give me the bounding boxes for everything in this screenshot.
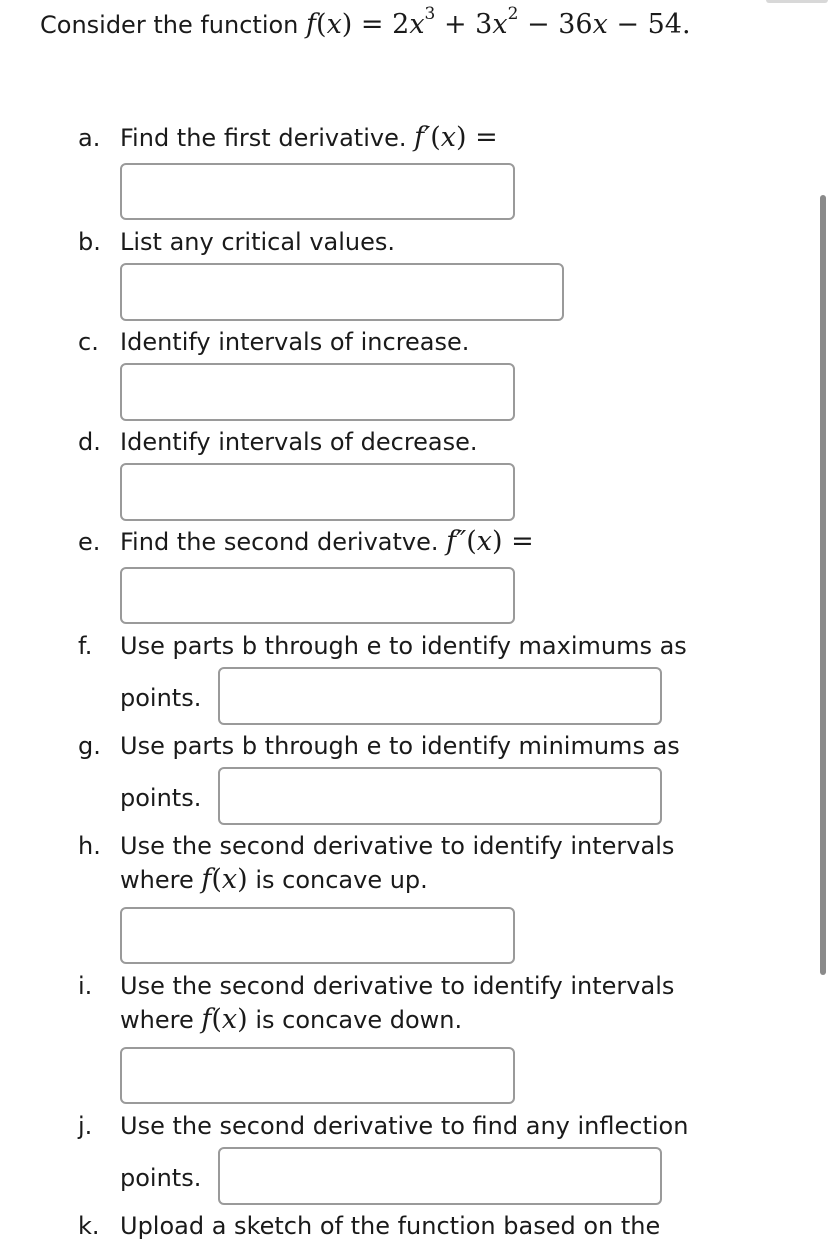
question-text: Find the second derivatve. — [120, 528, 439, 556]
top-edge-tab — [766, 0, 828, 3]
problem-statement — [40, 4, 691, 40]
math-exponent: 3 — [424, 4, 436, 24]
question-text: Upload a sketch of the function based on the — [120, 1212, 661, 1240]
continuation-text: where — [120, 866, 194, 894]
question-text: Identify intervals of decrease. — [120, 428, 478, 456]
math-exponent: 2 — [507, 4, 519, 24]
math-f-double-prime: f″ — [446, 526, 467, 557]
question-text: Use the second derivative to identify intervals — [120, 972, 675, 1000]
answer-input-h[interactable] — [120, 907, 515, 964]
math-x: x — [476, 526, 493, 557]
math-equals: = — [475, 122, 498, 153]
answer-input-e[interactable] — [120, 567, 515, 624]
function-definition — [306, 4, 691, 40]
math-x: x — [592, 9, 608, 40]
math-term: − 54. — [607, 9, 691, 40]
question-text: Identify intervals of increase. — [120, 328, 470, 356]
question-label: k. — [78, 1212, 100, 1240]
intro-text: Consider the function — [40, 11, 299, 39]
math-x: x — [440, 122, 457, 153]
math-f: f — [201, 864, 212, 895]
question-i-continuation: where f(x) is concave down. — [120, 1004, 463, 1035]
math-term: − 36 — [518, 9, 593, 40]
math-x: x — [326, 9, 342, 40]
question-label: h. — [78, 832, 101, 860]
question-text: Find the first derivative. — [120, 124, 407, 152]
math-x: x — [221, 1004, 238, 1035]
question-a: a. Find the first derivative. f′(x) = — [78, 120, 498, 156]
answer-input-c[interactable] — [120, 363, 515, 421]
question-c — [78, 324, 469, 360]
question-f-continuation: points. — [120, 684, 202, 712]
question-g — [78, 728, 680, 764]
vertical-scrollbar[interactable] — [820, 195, 826, 975]
continuation-text: where — [120, 1006, 194, 1034]
math-x: x — [409, 9, 425, 40]
math-equals: = — [511, 526, 534, 557]
question-label: e. — [78, 528, 101, 556]
math-term: = 2 — [352, 9, 410, 40]
answer-input-d[interactable] — [120, 463, 515, 521]
question-label: j. — [78, 1112, 93, 1140]
answer-input-i[interactable] — [120, 1047, 515, 1104]
question-label: g. — [78, 732, 101, 760]
question-d — [78, 424, 478, 460]
math-term: + 3 — [435, 9, 493, 40]
question-label: d. — [78, 428, 101, 456]
question-text: Use the second derivative to identify intervals — [120, 832, 675, 860]
answer-input-g[interactable] — [218, 767, 662, 825]
question-f — [78, 628, 687, 664]
question-text: Use parts b through e to identify minimums as — [120, 732, 680, 760]
question-j-continuation: points. — [120, 1164, 202, 1192]
question-k — [78, 1208, 660, 1244]
question-b — [78, 224, 395, 260]
math-x: x — [492, 9, 508, 40]
math-f: f — [201, 1004, 212, 1035]
math-paren: ) — [341, 9, 353, 40]
question-label: b. — [78, 228, 101, 256]
question-label: a. — [78, 124, 101, 152]
question-text: List any critical values. — [120, 228, 396, 256]
answer-input-j[interactable] — [218, 1147, 662, 1205]
math-x: x — [221, 864, 238, 895]
question-e: e. Find the second derivatve. f″(x) = — [78, 524, 534, 560]
math-f: f — [306, 9, 317, 40]
question-h — [78, 828, 674, 864]
answer-input-f[interactable] — [218, 667, 662, 725]
math-paren: ( — [316, 9, 327, 40]
question-i — [78, 968, 674, 1004]
question-g-continuation: points. — [120, 784, 202, 812]
continuation-text: is concave up. — [255, 866, 428, 894]
question-label: f. — [78, 632, 93, 660]
math-f-prime: f′ — [414, 122, 431, 153]
question-text: Use the second derivative to find any inflection — [120, 1112, 689, 1140]
answer-input-a[interactable] — [120, 163, 515, 220]
answer-input-b[interactable] — [120, 263, 564, 321]
question-label: c. — [78, 328, 99, 356]
question-j — [78, 1108, 688, 1144]
question-label: i. — [78, 972, 93, 1000]
question-text: Use parts b through e to identify maximums as — [120, 632, 687, 660]
continuation-text: is concave down. — [255, 1006, 463, 1034]
question-h-continuation: where f(x) is concave up. — [120, 864, 428, 895]
